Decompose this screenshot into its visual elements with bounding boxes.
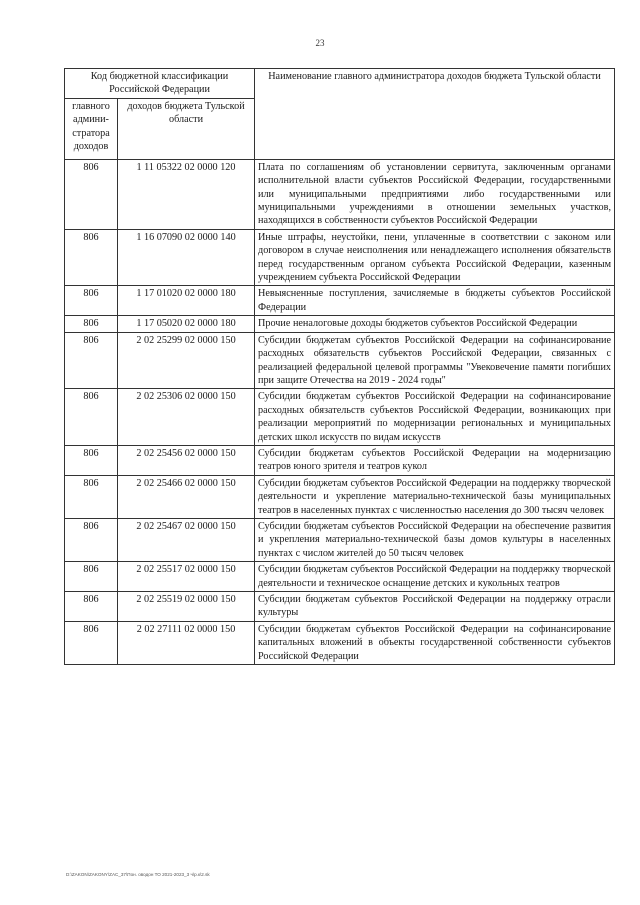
admin-code-cell: 806	[65, 286, 118, 316]
revenue-code-cell: 2 02 25467 02 0000 150	[118, 518, 255, 561]
table-row	[65, 518, 615, 561]
admin-code-cell: 806	[65, 332, 118, 389]
revenue-name-cell: Прочие неналоговые доходы бюджетов субъектов Российской Федерации	[255, 316, 615, 332]
revenue-code-cell: 2 02 25306 02 0000 150	[118, 389, 255, 446]
admin-code-cell: 806	[65, 562, 118, 592]
revenue-name-cell: Субсидии бюджетам субъектов Российской Федерации на софинансирование расходных обязательств субъектов Российской Федерации, связанных с реализацией федеральной целевой программы "Увековечение памяти погибших при защите Отечества на 2019 - 2024 годы"	[255, 332, 615, 389]
page-number: 23	[315, 38, 325, 48]
revenue-code-cell: 2 02 27111 02 0000 150	[118, 621, 255, 664]
revenue-code-cell: 1 11 05322 02 0000 120	[118, 159, 255, 229]
header-row-1	[65, 69, 615, 99]
admin-code-cell: 806	[65, 159, 118, 229]
revenue-name-cell: Субсидии бюджетам субъектов Российской Федерации на софинансирование капитальных вложений в объекты государственной собственности субъектов Российской Федерации	[255, 621, 615, 664]
revenue-name-cell: Иные штрафы, неустойки, пени, уплаченные в соответствии с законом или договором в случае неисполнения или ненадлежащего исполнения обязательств перед государственным органом субъекта Российской Федерации, казенным учреждением субъекта Российской Федерации	[255, 229, 615, 286]
header-administrator-name: Наименование главного администратора доходов бюджета Тульской области	[255, 69, 615, 160]
revenue-code-cell: 2 02 25466 02 0000 150	[118, 475, 255, 518]
admin-code-cell: 806	[65, 229, 118, 286]
header-col-admin: главного админи-стратора доходов	[65, 98, 118, 159]
revenue-code-cell: 2 02 25519 02 0000 150	[118, 592, 255, 622]
table-row	[65, 332, 615, 389]
revenue-name-cell: Субсидии бюджетам субъектов Российской Федерации на поддержку творческой деятельности и техническое оснащение детских и кукольных театров	[255, 562, 615, 592]
admin-code-cell: 806	[65, 518, 118, 561]
revenue-code-cell: 1 17 05020 02 0000 180	[118, 316, 255, 332]
header-code-group: Код бюджетной классификации Российской Федерации	[65, 69, 255, 99]
admin-code-cell: 806	[65, 389, 118, 446]
revenue-name-cell: Субсидии бюджетам субъектов Российской Федерации на поддержку творческой деятельности и укрепление материально-технической базы муниципальных театров в населенных пунктах с численностью населения до 300 тысяч человек	[255, 475, 615, 518]
revenue-name-cell: Субсидии бюджетам субъектов Российской Федерации на модернизацию театров юного зрителя и театров кукол	[255, 445, 615, 475]
admin-code-cell: 806	[65, 316, 118, 332]
table-row	[65, 621, 615, 664]
revenue-name-cell: Невыясненные поступления, зачисляемые в бюджеты субъектов Российской Федерации	[255, 286, 615, 316]
revenue-code-cell: 1 17 01020 02 0000 180	[118, 286, 255, 316]
revenue-admin-table	[64, 68, 615, 665]
table-row	[65, 389, 615, 446]
revenue-name-cell: Плата по соглашениям об установлении сервитута, заключенным органами исполнительной власти субъектов Российской Федерации, государственными или муниципальными предприятиями либо государственными или муниципальными учреждениями в отношении земельных участков, находящихся в собственности субъектов Российской Федерации	[255, 159, 615, 229]
revenue-name-cell: Субсидии бюджетам субъектов Российской Федерации на софинансирование расходных обязательств субъектов Российской Федерации, возникающих при реализации мероприятий по модернизации региональных и муниципальных детских школ искусств по видам искусств	[255, 389, 615, 446]
admin-code-cell: 806	[65, 445, 118, 475]
table-row	[65, 445, 615, 475]
admin-code-cell: 806	[65, 621, 118, 664]
table-row	[65, 592, 615, 622]
revenue-code-cell: 1 16 07090 02 0000 140	[118, 229, 255, 286]
footer-file-path: D:\ZAKON\ZAKONY\ZAC_37\Пон. оводон ТО 2021-2023_3 ч\р.к\2.sk	[66, 872, 210, 877]
revenue-code-cell: 2 02 25517 02 0000 150	[118, 562, 255, 592]
table-row	[65, 562, 615, 592]
admin-code-cell: 806	[65, 592, 118, 622]
revenue-name-cell: Субсидии бюджетам субъектов Российской Федерации на обеспечение развития и укрепления материально-технической базы домов культуры в населенных пунктах с числом жителей до 50 тысяч человек	[255, 518, 615, 561]
admin-code-cell: 806	[65, 475, 118, 518]
table-row	[65, 159, 615, 229]
table-row	[65, 229, 615, 286]
table-row	[65, 316, 615, 332]
revenue-name-cell: Субсидии бюджетам субъектов Российской Федерации на поддержку отрасли культуры	[255, 592, 615, 622]
revenue-code-cell: 2 02 25456 02 0000 150	[118, 445, 255, 475]
header-col-revenue: доходов бюджета Тульской области	[118, 98, 255, 159]
revenue-code-cell: 2 02 25299 02 0000 150	[118, 332, 255, 389]
table-row	[65, 475, 615, 518]
table-row	[65, 286, 615, 316]
table-body	[65, 69, 615, 665]
